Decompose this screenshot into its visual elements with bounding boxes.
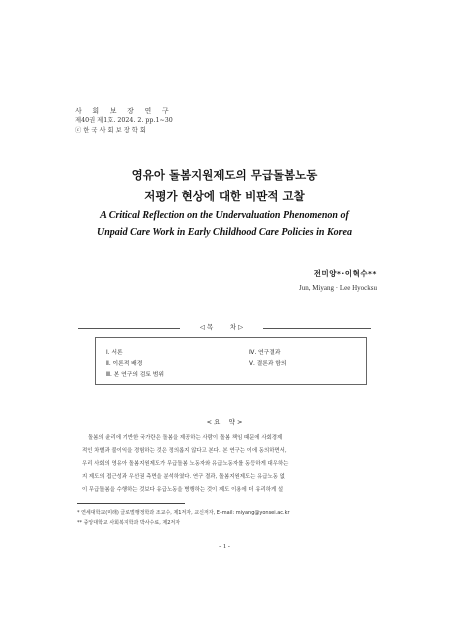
footnote-second-author: ** 중앙대학교 사회복지학과 박사수료, 제2저자 (77, 520, 181, 526)
toc-item-scope: Ⅲ. 본 연구의 검토 범위 (106, 372, 165, 378)
abstract-line: 이 무급돌봄을 수행하는 것보다 유급노동을 병행하는 것이 제도 이용에 더 유리하게 설 (82, 487, 284, 494)
toc-heading: ◁ 목 차 ▷ (199, 323, 244, 331)
journal-info (75, 106, 173, 136)
journal-issue: 제40권 제1호. 2024. 2. pp.1~30 (75, 117, 173, 124)
toc-item-introduction: Ⅰ. 서론 (106, 350, 123, 356)
page-number: - 1 - (219, 543, 230, 550)
authors-english: Jun, Miyang · Lee Hyocksu (299, 284, 377, 292)
title-korean-line-2: 저평가 현상에 대한 비판적 고찰 (144, 189, 305, 203)
footnote-rule (77, 503, 185, 504)
abstract-line: 우리 사회의 영유아 돌봄지원제도가 무급돌봄 노동자와 유급노동자를 동등하게 대우하는 (82, 461, 289, 468)
title-english-line-2: Unpaid Care Work in Early Childhood Care Policies in Korea (97, 227, 352, 238)
toc-item-results: Ⅳ. 연구결과 (249, 350, 281, 356)
journal-copyright: ⓒ 한 국 사 회 보 장 학 회 (75, 127, 146, 134)
abstract-body (82, 432, 370, 497)
toc-box (95, 337, 367, 385)
title-english-line-1: A Critical Reflection on the Undervaluation Phenomenon of (100, 210, 349, 221)
abstract-line: 지 제도의 접근성과 우선권 측면을 분석하였다. 연구 결과, 돌봄지원제도는 유급노동 없 (82, 474, 285, 481)
abstract-line: 돌봄의 윤리에 기반한 국가란은 돌봄을 제공하는 사람이 돌봄 책임 때문에 사회경제 (88, 435, 283, 441)
toc-item-theory: Ⅱ. 이론적 배경 (106, 361, 143, 367)
authors-korean: 전미양*·이혁수** (313, 269, 377, 278)
footnote-first-author: * 연세대학교(미래) 글로벌행정학과 조교수, 제1저자, 교신저자, E-mail: miyang@yonsei.ac.kr (77, 510, 290, 516)
title-korean-line-1: 영유아 돌봄지원제도의 무급돌봄노동 (131, 168, 318, 182)
abstract-line: 적인 차별과 불이익을 경험하는 것은 정의롭지 않다고 본다. 본 연구는 이에 동의하면서, (82, 448, 287, 455)
toc-item-conclusion: Ⅴ. 결론과 함의 (249, 361, 287, 367)
abstract-heading: < 요 약 > (206, 418, 243, 426)
toc-rule-right (263, 328, 371, 329)
toc-rule-left (78, 328, 180, 329)
journal-name: 사 회 보 장 연 구 (75, 107, 173, 115)
